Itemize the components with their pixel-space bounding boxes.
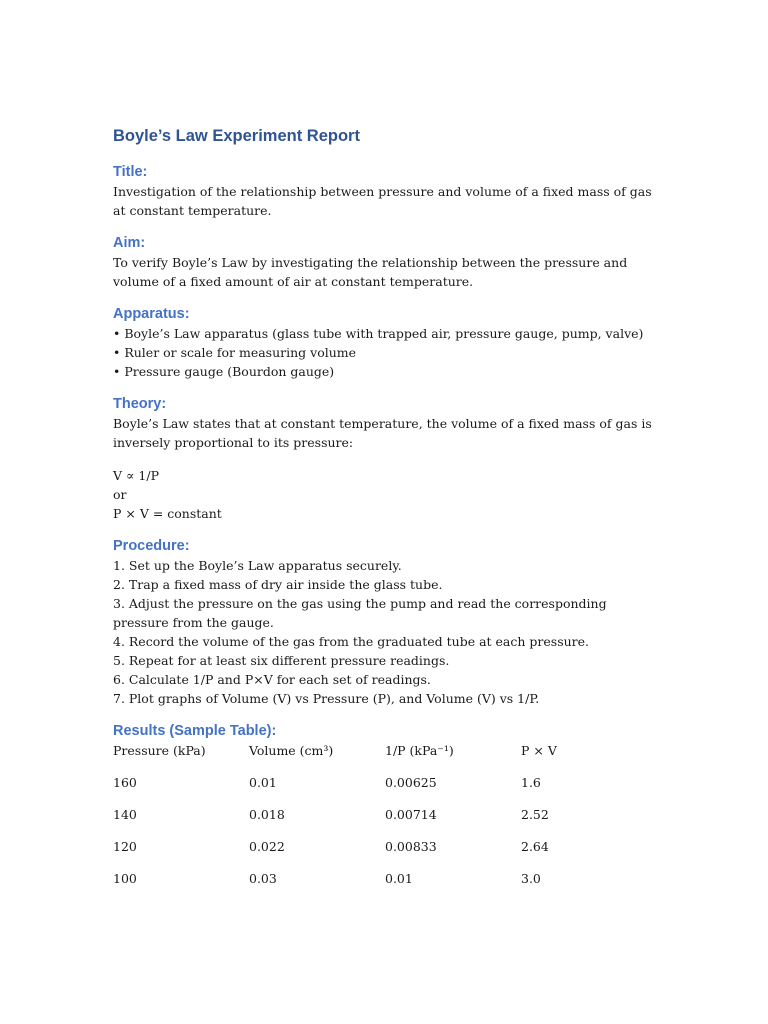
section-heading-theory: Theory: bbox=[113, 396, 167, 412]
section-title bbox=[113, 162, 658, 220]
procedure-step: 5. Repeat for at least six different pressure readings. bbox=[113, 653, 450, 668]
table-cell: 160 bbox=[113, 775, 137, 790]
formula-proportional: V ∝ 1/P bbox=[113, 468, 160, 483]
apparatus-item: • Boyle’s Law apparatus (glass tube with trapped air, pressure gauge, pump, valve) bbox=[113, 326, 644, 341]
table-cell: 140 bbox=[113, 807, 137, 822]
formula-block bbox=[113, 466, 658, 523]
section-results bbox=[113, 721, 658, 903]
table-cell: 2.52 bbox=[521, 807, 549, 822]
procedure-step: 2. Trap a fixed mass of dry air inside the glass tube. bbox=[113, 577, 443, 592]
title-text: Investigation of the relationship between pressure and volume of a fixed mass of gas at constant temperature. bbox=[113, 184, 652, 218]
section-heading-procedure: Procedure: bbox=[113, 538, 190, 554]
theory-text: Boyle’s Law states that at constant temperature, the volume of a fixed mass of gas is inversely proportional to its pressure: bbox=[113, 416, 652, 450]
table-header-cell: Pressure (kPa) bbox=[113, 743, 206, 758]
aim-text: To verify Boyle’s Law by investigating the relationship between the pressure and volume of a fixed amount of air at constant temperature. bbox=[113, 255, 628, 289]
table-cell: 0.03 bbox=[249, 871, 277, 886]
table-row bbox=[113, 775, 657, 807]
section-aim bbox=[113, 233, 658, 291]
table-cell: 0.01 bbox=[385, 871, 413, 886]
table-cell: 0.00833 bbox=[385, 839, 437, 854]
table-row bbox=[113, 839, 657, 871]
section-procedure bbox=[113, 536, 658, 708]
formula-constant: P × V = constant bbox=[113, 506, 222, 521]
document-title: Boyle’s Law Experiment Report bbox=[113, 127, 360, 145]
apparatus-item: • Pressure gauge (Bourdon gauge) bbox=[113, 364, 335, 379]
table-cell: 3.0 bbox=[521, 871, 541, 886]
table-cell: 120 bbox=[113, 839, 137, 854]
table-cell: 2.64 bbox=[521, 839, 549, 854]
procedure-step: 1. Set up the Boyle’s Law apparatus securely. bbox=[113, 558, 402, 573]
table-cell: 0.018 bbox=[249, 807, 285, 822]
table-cell: 0.01 bbox=[249, 775, 277, 790]
table-row bbox=[113, 807, 657, 839]
procedure-step: 6. Calculate 1/P and P×V for each set of readings. bbox=[113, 672, 431, 687]
table-cell: 1.6 bbox=[521, 775, 541, 790]
procedure-step: 3. Adjust the pressure on the gas using the pump and read the corresponding pressure from the gauge. bbox=[113, 596, 607, 630]
table-header-cell: P × V bbox=[521, 743, 557, 758]
section-heading-apparatus: Apparatus: bbox=[113, 306, 190, 322]
table-header-row bbox=[113, 743, 657, 775]
section-heading-title: Title: bbox=[113, 164, 148, 180]
table-header-cell: 1/P (kPa⁻¹) bbox=[385, 743, 454, 758]
section-heading-results: Results (Sample Table): bbox=[113, 723, 277, 739]
section-apparatus bbox=[113, 304, 658, 381]
table-cell: 0.00625 bbox=[385, 775, 437, 790]
table-row bbox=[113, 871, 657, 903]
section-theory bbox=[113, 394, 658, 523]
table-header-cell: Volume (cm³) bbox=[249, 743, 334, 758]
table-cell: 100 bbox=[113, 871, 137, 886]
procedure-step: 7. Plot graphs of Volume (V) vs Pressure (P), and Volume (V) vs 1/P. bbox=[113, 691, 540, 706]
table-cell: 0.022 bbox=[249, 839, 285, 854]
apparatus-item: • Ruler or scale for measuring volume bbox=[113, 345, 357, 360]
results-table bbox=[113, 743, 657, 903]
formula-or: or bbox=[113, 487, 127, 502]
section-heading-aim: Aim: bbox=[113, 235, 146, 251]
table-cell: 0.00714 bbox=[385, 807, 437, 822]
document-page bbox=[113, 124, 658, 916]
procedure-step: 4. Record the volume of the gas from the graduated tube at each pressure. bbox=[113, 634, 590, 649]
